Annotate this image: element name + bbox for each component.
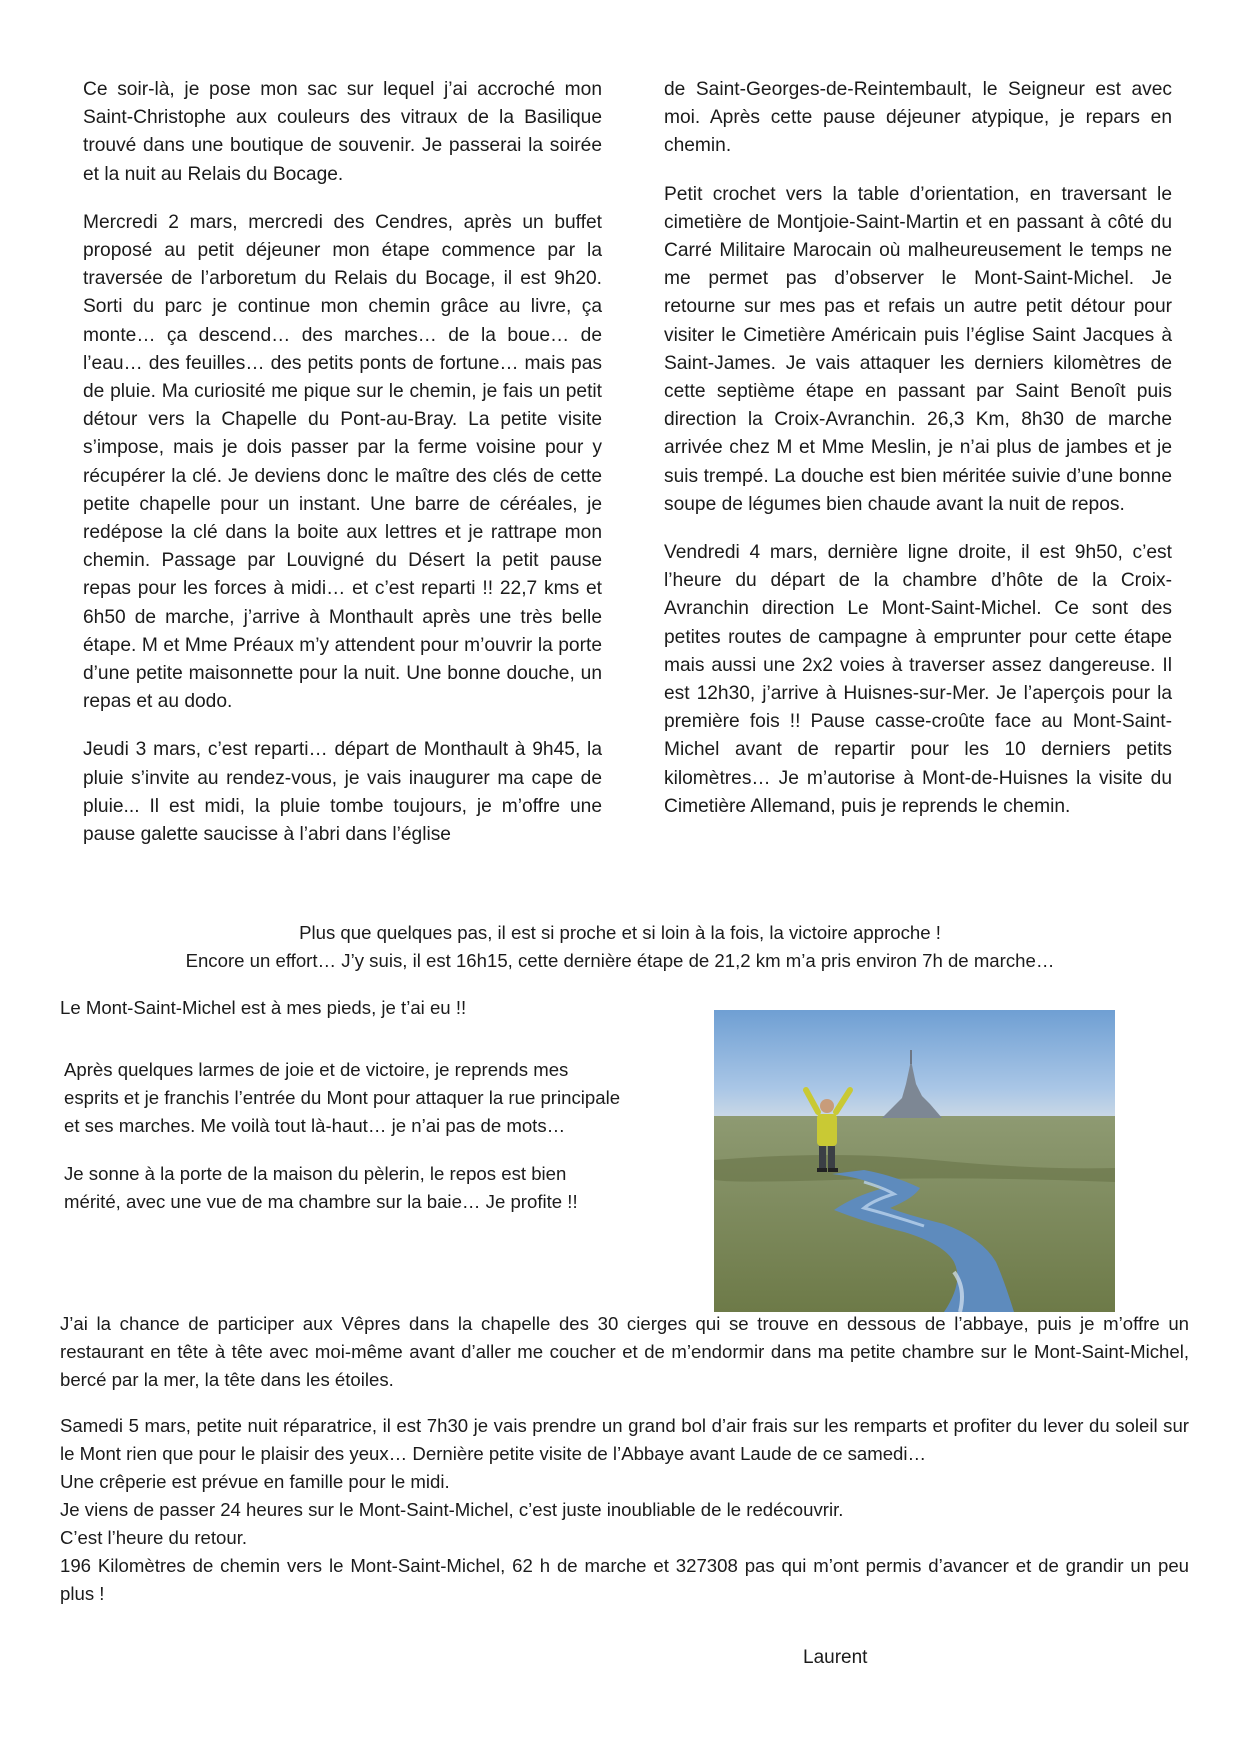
- text-beside-photo: [64, 1056, 624, 1236]
- line-creperie: Une crêperie est prévue en famille pour le midi.: [60, 1471, 450, 1492]
- summit-line: Le Mont-Saint-Michel est à mes pieds, je t’ai eu !!: [60, 997, 467, 1018]
- line-24-heures: Je viens de passer 24 heures sur le Mont-Saint-Michel, c’est juste inoubliable de le redécouvrir.: [60, 1499, 844, 1520]
- paragraph-mercredi: Mercredi 2 mars, mercredi des Cendres, après un buffet proposé au petit déjeuner mon étape commence par la traversée de l’arboretum du Relais du Bocage, il est 9h20. Sorti du parc je continue mon chemin grâce au livre, ça monte… ça descend… des marches… de la boue… de l’eau… des feuilles… des petits ponts de fortune… mais pas de pluie. Ma curiosité me pique sur le chemin, je fais un petit détour vers la Chapelle du Pont-au-Bray. La petite visite s’impose, mais je dois passer par la ferme voisine pour y récupérer la clé. Je deviens donc le maître des clés de cette petite chapelle pour un instant. Une barre de céréales, je redépose la clé dans la boite aux lettres et je rattrape mon chemin. Passage par Louvigné du Désert la petit pause repas pour les forces à midi… et c’est reparti !! 22,7 kms et 6h50 de marche, j’arrive à Monthault après une très belle étape. M et Mme Préaux m’y attendent pour m’ouvrir la porte d’une petite maisonnette pour la nuit. Une bonne douche, un repas et au dodo.: [83, 211, 602, 713]
- paragraph-crochet: Petit crochet vers la table d’orientation, en traversant le cimetière de Montjoie-Saint-Martin et en passant à côté du Carré Militaire Marocain où malheureusement le temps ne me permet pas d’observer le Mont-Saint-Michel. Je retourne sur mes pas et refais un autre petit détour pour visiter le Cimetière Américain puis l’église Saint Jacques à Saint-James. Je vais attaquer les derniers kilomètres de cette septième étape en passant par Saint Benoît puis direction la Croix-Avranchin. 26,3 Km, 8h30 de marche arrivée chez M et Mme Meslin, je n’ai plus de jambes et je suis trempé. La douche est bien méritée suivie d’une bonne soupe de légumes bien chaude avant la nuit de repos.: [664, 183, 1172, 515]
- line-retour: C’est l’heure du retour.: [60, 1527, 248, 1548]
- left-column: [83, 76, 602, 869]
- paragraph-saint-georges: de Saint-Georges-de-Reintembault, le Seigneur est avec moi. Après cette pause déjeuner atypique, je repars en chemin.: [664, 79, 1172, 157]
- mont-saint-michel-photo: [714, 1010, 1115, 1312]
- paragraph-soir: Ce soir-là, je pose mon sac sur lequel j’ai accroché mon Saint-Christophe aux couleurs des vitraux de la Basilique trouvé dans une boutique de souvenir. Je passerai la soirée et la nuit au Relais du Bocage.: [83, 79, 602, 185]
- paragraph-pelerin: Je sonne à la porte de la maison du pèlerin, le repos est bien mérité, avec une vue de ma chambre sur la baie… Je profite !!: [64, 1163, 578, 1212]
- paragraph-larmes: Après quelques larmes de joie et de victoire, je reprends mes esprits et je franchis l’entrée du Mont pour attaquer la rue principale et ses marches. Me voilà tout là-haut… je n’ai pas de mots…: [64, 1059, 621, 1136]
- line-total-distance: 196 Kilomètres de chemin vers le Mont-Saint-Michel, 62 h de marche et 327308 pas qui m’ont permis d’avancer et de grandir un peu plus !: [60, 1555, 1189, 1604]
- right-column: [664, 76, 1172, 841]
- paragraph-vendredi: Vendredi 4 mars, dernière ligne droite, il est 9h50, c’est l’heure du départ de la chambre d’hôte de la Croix-Avranchin direction Le Mont-Saint-Michel. Ce sont des petites routes de campagne à emprunter pour cette étape mais aussi une 2x2 voies à traverser assez dangereuse. Il est 12h30, j’arrive à Huisnes-sur-Mer. Je l’aperçois pour la première fois !! Pause casse-croûte face au Mont-Saint-Michel avant de repartir pour les 10 derniers petits kilomètres… Je m’autorise à Mont-de-Huisnes la visite du Cimetière Allemand, puis je reprends le chemin.: [664, 542, 1172, 817]
- centered-line: Encore un effort… J’y suis, il est 16h15, cette dernière étape de 21,2 km m’a pris environ 7h de marche…: [185, 950, 1055, 971]
- paragraph-jeudi: Jeudi 3 mars, c’est reparti… départ de Monthault à 9h45, la pluie s’invite au rendez-vous, je vais inaugurer ma cape de pluie... Il est midi, la pluie tombe toujours, je m’offre une pause galette saucisse à l’abri dans l’église: [83, 739, 602, 846]
- signature: Laurent: [803, 1647, 868, 1668]
- centered-line: Plus que quelques pas, il est si proche et si loin à la fois, la victoire approche !: [299, 922, 941, 943]
- line-samedi: Samedi 5 mars, petite nuit réparatrice, il est 7h30 je vais prendre un grand bol d’air frais sur les remparts et profiter du lever du soleil sur le Mont rien que pour le plaisir des yeux… Dernière petite visite de l’Abbaye avant Laude de ce samedi…: [60, 1415, 1189, 1464]
- closing-text: [60, 1310, 1189, 1608]
- centered-lines: [0, 919, 1240, 975]
- paragraph-vepres: J’ai la chance de participer aux Vêpres dans la chapelle des 30 cierges qui se trouve en dessous de l’abbaye, puis je m’offre un restaurant en tête à tête avec moi-même avant d’aller me coucher et de m’endormir dans ma petite chambre sur le Mont-Saint-Michel, bercé par la mer, la tête dans les étoiles.: [60, 1313, 1189, 1390]
